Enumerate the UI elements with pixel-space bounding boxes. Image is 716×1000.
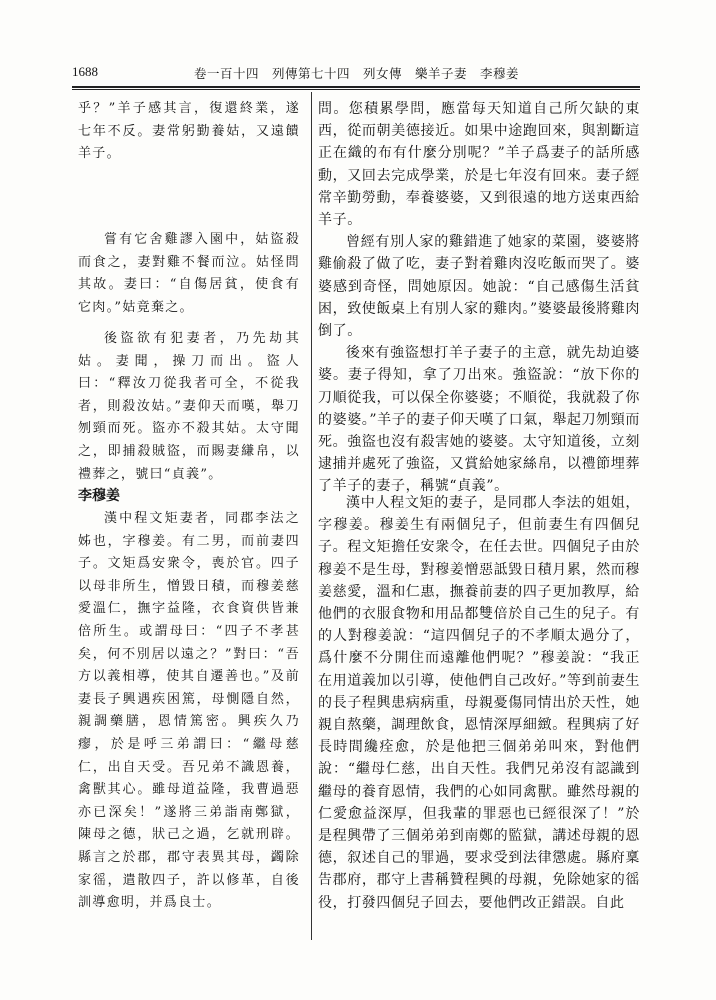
classical-text-column [78,98,300,911]
translation-paragraph-2: 曾經有別人家的雞錯進了她家的菜園，婆婆將雞偷殺了做了吃，妻子對着雞肉沒吃飯而哭了。婆婆感到奇怪，問她原因。她說：“自己感傷生活貧困，致使飯桌上有別人家的雞肉。”婆婆最後將雞肉倒了。 [318,234,640,340]
translation-paragraph-1: 問。您積累學問，應當每天知道自己所欠缺的東西，從而朝美德接近。如果中途跑回來，與割斷這正在織的布有什麼分別呢？”羊子爲妻子的話所感動，又回去完成學業，於是七年沒有回來。妻子經常辛勤勞動，奉養婆婆，又到很遠的地方送東西給羊子。 [318,101,640,229]
translation-column [318,98,640,911]
classical-paragraph-1: 乎？”羊子感其言，復還終業，遂七年不反。妻常躬勤養姑，又遠饋羊子。 [78,101,300,162]
running-head: 卷一百十四 列傳第七十四 列女傳 樂羊子妻 李穆姜 [194,66,520,81]
column-divider [311,92,312,940]
classical-paragraph-4: 漢中程文矩妻者，同郡李法之姊也，字穆姜。有二男，而前妻四子。文矩爲安衆令，喪於官。四子以母非所生，憎毀日積，而穆姜慈愛溫仁，撫字益隆，衣食資供皆兼倍所生。或謂母曰：“四子不孝甚矣，何不別居以遠之？”對曰：“吾方以義相導，使其自遷善也。”及前妻長子興遇疾困篤，母惻隱自然，親調藥膳，恩情篤密。興疾久乃瘳，於是呼三弟謂曰：“繼母慈仁，出自天受。吾兄弟不識恩養，禽獸其心。雖母道益隆，我曹過惡亦已深矣！”遂將三弟詣南鄭獄，陳母之德，狀己之過，乞就刑辟。縣言之於郡，郡守表異其母，蠲除家徭，遣散四子，許以修革，自後訓導愈明，并爲良士。 [78,511,300,911]
header-rule [72,86,640,88]
translation-paragraph-4: 漢中人程文矩的妻子，是同郡人李法的姐姐，字穆姜。穆姜生有兩個兒子，但前妻生有四個兒子。程文矩擔任安衆令，在任去世。四個兒子由於穆姜不是生母，對穆姜憎惡詆毀日積月累，然而穆姜慈愛，溫和仁惠，撫養前妻的四子更加教厚，給他們的衣服食物和用品都雙倍於自己生的兒子。有的人對穆姜說：“這四個兒子的不孝順太過分了，爲什麼不分開住而遠離他們呢？”穆姜說：“我正在用道義加以引導，使他們自己改好。”等到前妻生的長子程興患病病重，母親憂傷同情出於天性，她親自熬藥，調理飲食，恩情深厚細緻。程興病了好長時間纔痊愈，於是他把三個弟弟叫來，對他們說：“繼母仁慈，出自天性。我們兄弟沒有認識到繼母的養育恩情，我們的心如同禽獸。雖然母親的仁愛愈益深厚，但我輩的罪惡也已經很深了！”於是程興帶了三個弟弟到南鄭的監獄，講述母親的恩德，叙述自己的罪過，要求受到法律懲處。縣府稟告郡府，郡守上書稱贊程興的母親，免除她家的徭役，打發四個兒子回去，要他們改正錯誤。自此 [318,495,640,911]
section-title-li-mujiang: 李穆姜 [78,488,120,504]
page-header [72,62,640,84]
page-number: 1688 [72,64,98,79]
translation-paragraph-3: 後來有強盜想打羊子妻子的主意，就先劫迫婆婆。妻子得知，拿了刀出來。強盜說：“放下你的刀順從我，可以保全你婆婆；不順從，我就殺了你的婆婆。”羊子的妻子仰天嘆了口氣，舉起刀刎頸而死。強盜也沒有殺害她的婆婆。太守知道後，立刻逮捕并處死了強盜，又賞給她家絲帛，以禮節埋葬了羊子的妻子，稱號“貞義”。 [318,345,640,495]
classical-paragraph-2: 嘗有它舍雞謬入園中，姑盜殺而食之，妻對雞不餐而泣。姑怪問其故。妻曰：“自傷居貧，使食有它肉。”姑竟棄之。 [78,232,300,315]
classical-paragraph-3: 後盜欲有犯妻者，乃先劫其姑。妻聞，操刀而出。盜人曰：“釋汝刀從我者可全，不從我者，則殺汝姑。”妻仰天而嘆，舉刀刎頸而死。盜亦不殺其姑。太守聞之，即捕殺賊盜，而賜妻縑帛，以禮葬之，號曰“貞義”。 [78,331,300,482]
header-rule-thin [72,89,640,90]
